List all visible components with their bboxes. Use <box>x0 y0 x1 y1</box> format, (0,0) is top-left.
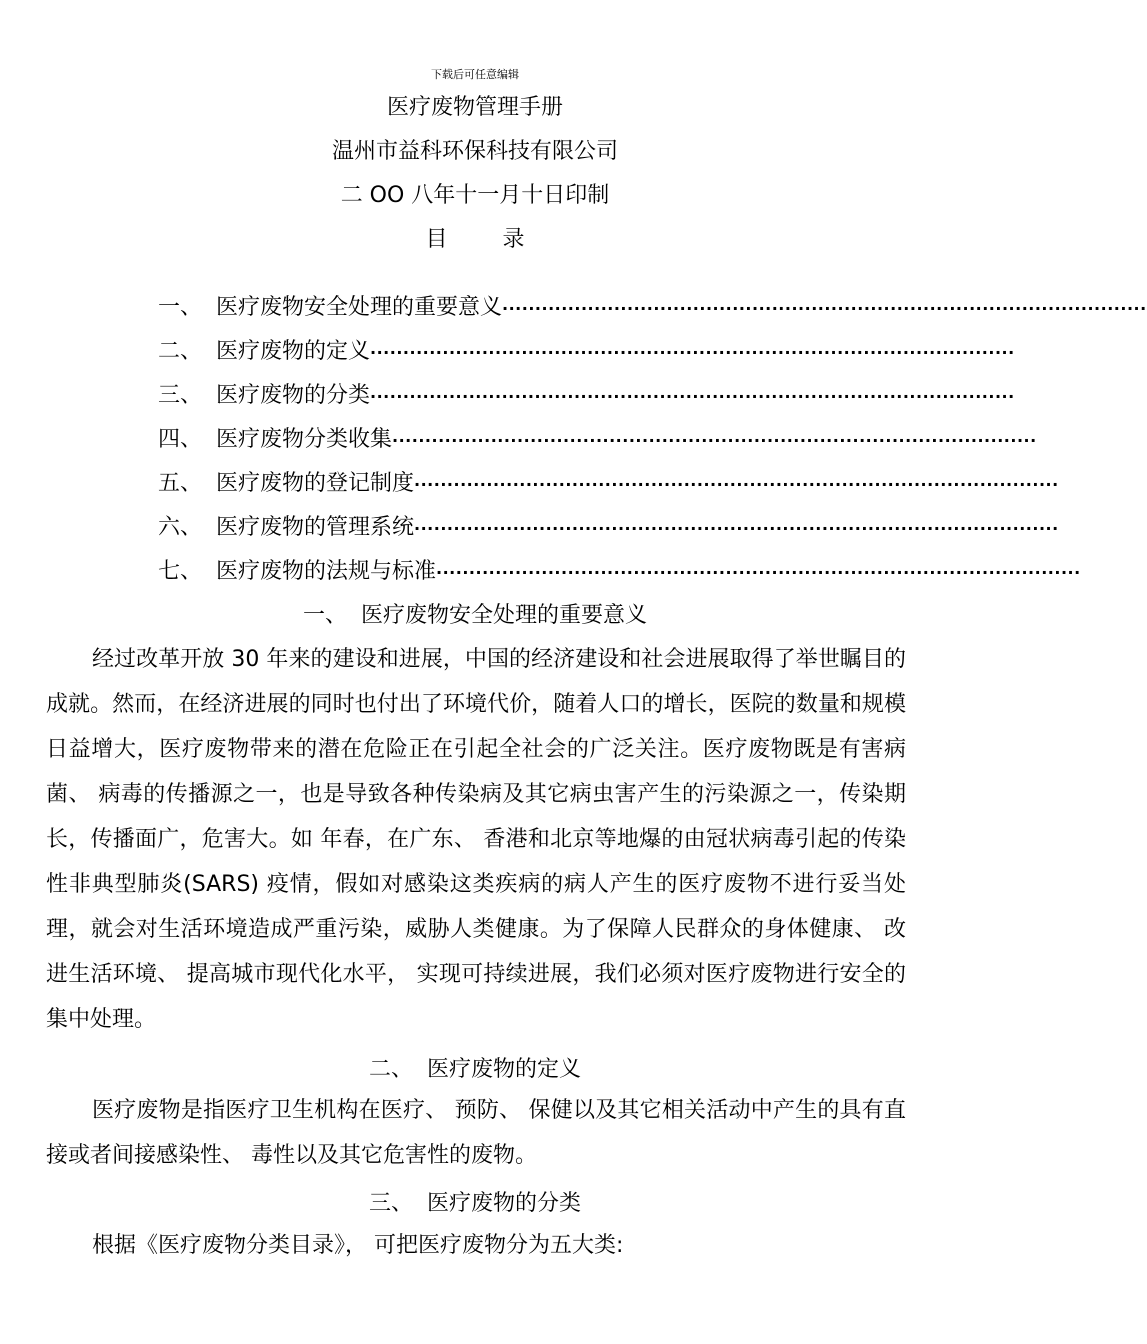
toc-item-number: 四、 <box>158 427 203 452</box>
toc-item-number: 七、 <box>158 559 203 584</box>
toc-item[interactable] <box>158 378 1015 422</box>
toc-item-number: 三、 <box>158 383 203 408</box>
section-number: 一、 <box>302 603 347 628</box>
document-title: 医疗废物管理手册 <box>386 95 563 120</box>
table-of-contents <box>158 290 1147 598</box>
toc-item-label: 医疗废物的定义 <box>216 339 371 364</box>
header-note: 下载后可任意编辑 <box>431 68 519 81</box>
section-number: 三、 <box>368 1191 413 1216</box>
toc-item-label: 医疗废物分类收集 <box>216 427 393 452</box>
toc-leader-dots: ·································································································· <box>414 519 1059 538</box>
toc-item[interactable] <box>158 334 1015 378</box>
toc-item-label: 医疗废物安全处理的重要意义 <box>216 295 503 320</box>
toc-heading: 目 录 <box>425 227 549 252</box>
toc-leader-dots: ·································································································· <box>392 431 1037 450</box>
toc-item[interactable] <box>158 290 1147 334</box>
toc-item[interactable] <box>158 466 1059 510</box>
toc-item[interactable] <box>158 422 1037 466</box>
toc-leader-dots: ·································································································· <box>370 387 1015 406</box>
company-name: 温州市益科环保科技有限公司 <box>331 139 618 164</box>
section-number: 二、 <box>368 1057 413 1082</box>
toc-item-label: 医疗废物的法规与标准 <box>216 559 437 584</box>
section-heading <box>0 598 950 629</box>
toc-item-number: 一、 <box>158 295 203 320</box>
section-heading-text: 医疗废物的定义 <box>427 1057 582 1082</box>
toc-item[interactable] <box>158 554 1081 598</box>
toc-leader-dots: ·································································································· <box>436 563 1081 582</box>
toc-item-number: 二、 <box>158 339 203 364</box>
toc-item-label: 医疗废物的登记制度 <box>216 471 415 496</box>
section-paragraph: 医疗废物是指医疗卫生机构在医疗、 预防、 保健以及其它相关活动中产生的具有直接或者间接感染性、 毒性以及其它危害性的废物。 <box>46 1098 906 1168</box>
toc-item-label: 医疗废物的分类 <box>216 383 371 408</box>
toc-item-number: 五、 <box>158 471 203 496</box>
section-paragraph: 根据《医疗废物分类目录》， 可把医疗废物分为五大类: <box>92 1233 624 1258</box>
toc-item-label: 医疗废物的管理系统 <box>216 515 415 540</box>
section-heading <box>0 1052 950 1083</box>
section-heading <box>0 1186 950 1217</box>
toc-leader-dots: ·································································································· <box>370 343 1015 362</box>
toc-leader-dots: ·································································································· <box>414 475 1059 494</box>
section-heading-text: 医疗废物的分类 <box>427 1191 582 1216</box>
section-heading-text: 医疗废物安全处理的重要意义 <box>361 603 648 628</box>
section-paragraph: 经过改革开放 30 年来的建设和进展，中国的经济建设和社会进展取得了举世瞩目的成就。然而，在经济进展的同时也付出了环境代价，随着人口的增长，医院的数量和规模日益增大，医疗废物带来的潜在危险正在引起全社会的广泛关注。医疗废物既是有害病菌、 病毒的传播源之一，也是导致各种传染病及其它病虫害产生的污染源之一，传染期长，传播面广，危害大。如 年春，在广东、 香港和北京等地爆的由冠状病毒引起的传染性非典型肺炎(SARS) 疫情，假如对感染这类疾病的病人产生的医疗废物不进行妥当处理，就会对生活环境造成严重污染，威胁人类健康。为了保障人民群众的身体健康、 改进生活环境、 提高城市现代化水平， 实现可持续进展，我们必须对医疗废物进行安全的集中处理。 <box>46 647 906 1032</box>
print-date: 二 OO 八年十一月十日印制 <box>340 183 610 208</box>
toc-leader-dots: ·································································································· <box>502 299 1147 318</box>
toc-item-number: 六、 <box>158 515 203 540</box>
toc-item[interactable] <box>158 510 1059 554</box>
